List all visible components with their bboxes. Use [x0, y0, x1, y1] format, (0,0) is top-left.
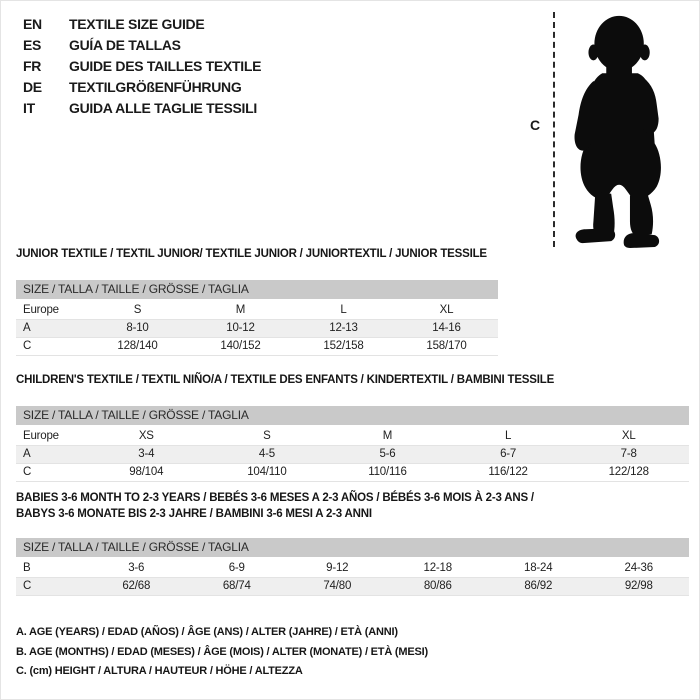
table-row	[16, 559, 689, 577]
table-cell: S	[86, 301, 189, 319]
language-row	[23, 77, 261, 98]
language-code: ES	[23, 37, 42, 53]
table-cell: 5-6	[327, 445, 448, 463]
table-cell: 14-16	[395, 319, 498, 337]
table-cell: 4-5	[207, 445, 328, 463]
row-label: C	[16, 337, 86, 355]
table-cell: 122/128	[568, 463, 689, 481]
table-cell: 74/80	[287, 577, 388, 595]
table-cell: 86/92	[488, 577, 589, 595]
row-label: A	[16, 319, 86, 337]
row-label: Europe	[16, 427, 86, 445]
legend-line-b: B. AGE (MONTHS) / EDAD (MESES) / ÂGE (MOIS) / ALTER (MONATE) / ETÀ (MESI)	[16, 645, 428, 658]
size-table	[16, 427, 689, 482]
row-label: C	[16, 463, 86, 481]
language-row	[23, 56, 261, 77]
table-cell: 8-10	[86, 319, 189, 337]
language-title: TEXTILE SIZE GUIDE	[69, 16, 205, 32]
table-row	[16, 463, 689, 481]
language-row	[23, 35, 261, 56]
table-title: CHILDREN'S TEXTILE / TEXTIL NIÑO/A / TEXTILE DES ENFANTS / KINDERTEXTIL / BAMBINI TESSILE	[16, 374, 555, 386]
table-cell: 3-4	[86, 445, 207, 463]
table-title: JUNIOR TEXTILE / TEXTIL JUNIOR/ TEXTILE JUNIOR / JUNIORTEXTIL / JUNIOR TESSILE	[16, 248, 487, 260]
height-measure-label: C	[530, 117, 541, 133]
language-code: IT	[23, 100, 35, 116]
junior-textile-table	[16, 246, 498, 356]
row-label: Europe	[16, 301, 86, 319]
language-code: DE	[23, 79, 42, 95]
table-size-header: SIZE / TALLA / TAILLE / GRÖSSE / TAGLIA	[16, 406, 689, 425]
table-cell: M	[189, 301, 292, 319]
table-cell: 128/140	[86, 337, 189, 355]
table-cell: 116/122	[448, 463, 569, 481]
table-cell: 24-36	[589, 559, 690, 577]
table-cell: L	[292, 301, 395, 319]
table-size-header: SIZE / TALLA / TAILLE / GRÖSSE / TAGLIA	[16, 538, 689, 557]
language-title: GUÍA DE TALLAS	[69, 37, 181, 53]
table-cell: 10-12	[189, 319, 292, 337]
table-title: BABIES 3-6 MONTH TO 2-3 YEARS / BEBÉS 3-6 MESES A 2-3 AÑOS / BÉBÉS 3-6 MOIS À 2-3 ANS / BABYS 3-6 MONATE BIS 2-3 JAHRE / BAMBINI 3-6 MESI A 2-3 ANNI	[16, 492, 534, 520]
table-cell: XS	[86, 427, 207, 445]
table-cell: 158/170	[395, 337, 498, 355]
table-row	[16, 427, 689, 445]
table-cell: L	[448, 427, 569, 445]
table-cell: 98/104	[86, 463, 207, 481]
table-cell: 12-18	[388, 559, 489, 577]
row-label: B	[16, 559, 86, 577]
table-cell: XL	[395, 301, 498, 319]
language-code: EN	[23, 16, 42, 32]
table-cell: 140/152	[189, 337, 292, 355]
table-cell: 9-12	[287, 559, 388, 577]
language-title-list	[23, 14, 261, 119]
height-measure-line	[553, 12, 555, 247]
table-cell: 7-8	[568, 445, 689, 463]
size-table	[16, 559, 689, 596]
table-cell: 18-24	[488, 559, 589, 577]
language-title: GUIDA ALLE TAGLIE TESSILI	[69, 100, 257, 116]
table-row	[16, 319, 498, 337]
childrens-textile-table	[16, 372, 689, 482]
baby-silhouette	[561, 8, 693, 250]
legend-line-c: C. (cm) HEIGHT / ALTURA / HAUTEUR / HÖHE / ALTEZZA	[16, 665, 303, 677]
table-cell: 12-13	[292, 319, 395, 337]
language-code: FR	[23, 58, 42, 74]
table-size-header: SIZE / TALLA / TAILLE / GRÖSSE / TAGLIA	[16, 280, 498, 299]
table-cell: 6-9	[187, 559, 288, 577]
table-cell: 6-7	[448, 445, 569, 463]
language-title: TEXTILGRÖßENFÜHRUNG	[69, 79, 242, 95]
row-label: C	[16, 577, 86, 595]
legend-line-a: A. AGE (YEARS) / EDAD (AÑOS) / ÂGE (ANS) / ALTER (JAHRE) / ETÀ (ANNI)	[16, 626, 398, 638]
table-row	[16, 577, 689, 595]
table-row	[16, 301, 498, 319]
language-row	[23, 98, 261, 119]
table-cell: 80/86	[388, 577, 489, 595]
table-row	[16, 337, 498, 355]
table-row	[16, 445, 689, 463]
size-table	[16, 301, 498, 356]
table-cell: M	[327, 427, 448, 445]
babies-textile-table	[16, 490, 689, 596]
table-cell: XL	[568, 427, 689, 445]
table-cell: 110/116	[327, 463, 448, 481]
language-title: GUIDE DES TAILLES TEXTILE	[69, 58, 262, 74]
table-cell: 152/158	[292, 337, 395, 355]
table-cell: 68/74	[187, 577, 288, 595]
table-cell: S	[207, 427, 328, 445]
row-label: A	[16, 445, 86, 463]
height-figure	[521, 6, 697, 251]
table-cell: 3-6	[86, 559, 187, 577]
measure-legend	[16, 623, 428, 682]
table-cell: 92/98	[589, 577, 690, 595]
table-cell: 62/68	[86, 577, 187, 595]
language-row	[23, 14, 261, 35]
table-cell: 104/110	[207, 463, 328, 481]
